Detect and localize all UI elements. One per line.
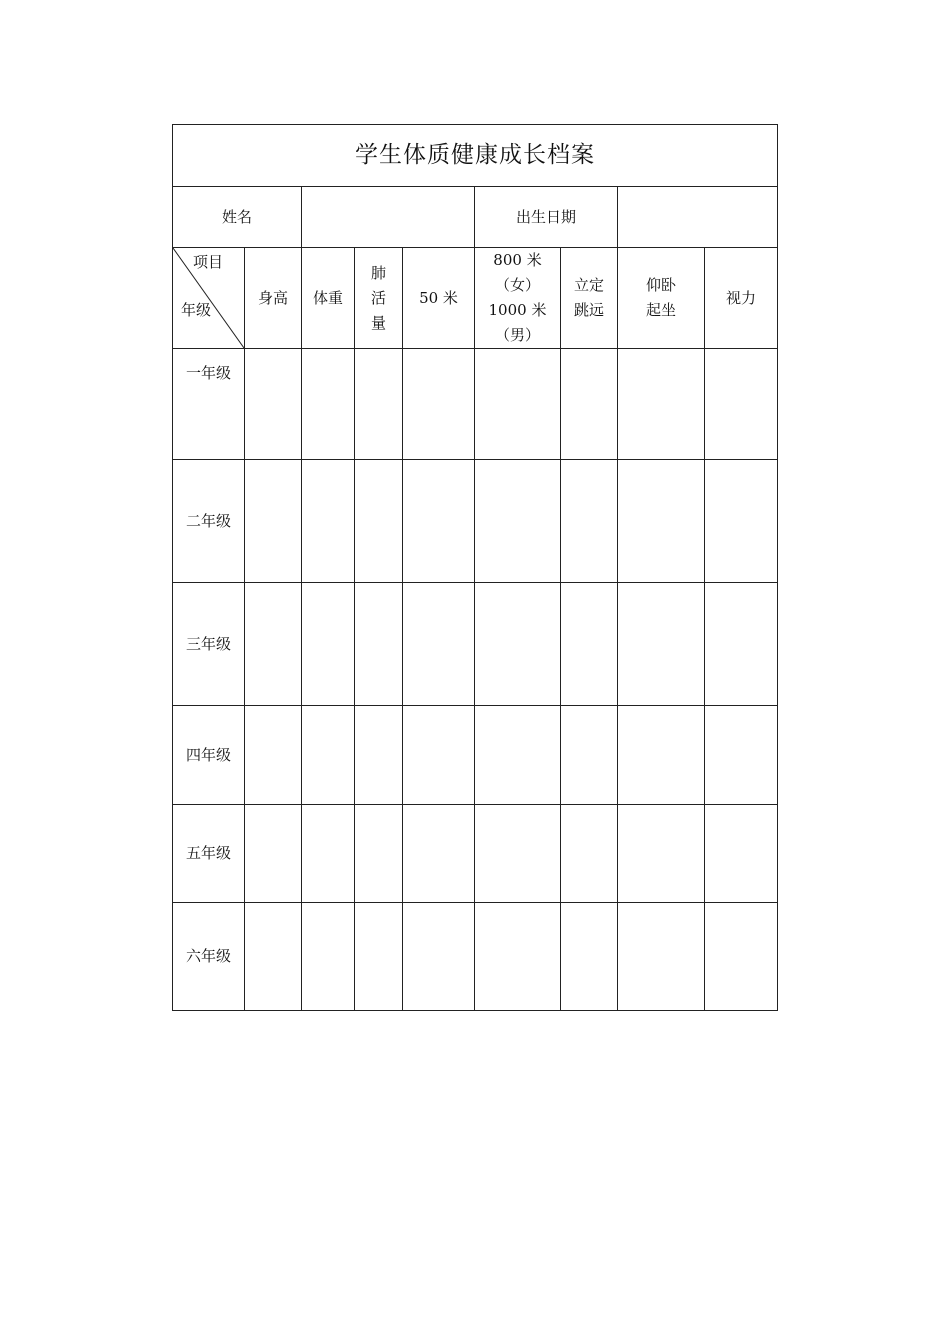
data-cell[interactable] xyxy=(245,349,302,460)
table-row xyxy=(173,349,778,460)
column-header-lung-capacity: 肺 活 量 xyxy=(355,248,403,349)
data-cell[interactable] xyxy=(355,805,403,903)
data-cell[interactable] xyxy=(475,349,561,460)
data-cell[interactable] xyxy=(355,349,403,460)
data-cell[interactable] xyxy=(245,903,302,1011)
diagonal-header-item: 项目 xyxy=(193,253,224,271)
column-header-50m: 50 米 xyxy=(403,248,475,349)
table-row xyxy=(173,706,778,805)
grade-label: 一年级 xyxy=(173,349,245,460)
data-cell[interactable] xyxy=(705,460,778,583)
table-row xyxy=(173,583,778,706)
birthdate-field[interactable] xyxy=(618,187,778,248)
data-cell[interactable] xyxy=(245,706,302,805)
grade-label: 三年级 xyxy=(173,583,245,706)
data-cell[interactable] xyxy=(302,460,355,583)
data-cell[interactable] xyxy=(302,903,355,1011)
data-cell[interactable] xyxy=(245,460,302,583)
data-cell[interactable] xyxy=(618,583,705,706)
data-cell[interactable] xyxy=(705,349,778,460)
diagonal-header-cell xyxy=(173,248,245,349)
data-cell[interactable] xyxy=(475,805,561,903)
data-cell[interactable] xyxy=(561,903,618,1011)
data-cell[interactable] xyxy=(475,706,561,805)
data-cell[interactable] xyxy=(705,805,778,903)
data-cell[interactable] xyxy=(705,903,778,1011)
data-cell[interactable] xyxy=(561,583,618,706)
data-cell[interactable] xyxy=(475,903,561,1011)
column-header-standing-jump: 立定 跳远 xyxy=(561,248,618,349)
data-cell[interactable] xyxy=(705,706,778,805)
data-cell[interactable] xyxy=(618,460,705,583)
data-cell[interactable] xyxy=(403,583,475,706)
data-cell[interactable] xyxy=(475,460,561,583)
grade-label: 四年级 xyxy=(173,706,245,805)
name-label: 姓名 xyxy=(173,187,302,248)
column-header-sit-ups: 仰卧 起坐 xyxy=(618,248,705,349)
data-cell[interactable] xyxy=(403,349,475,460)
data-cell[interactable] xyxy=(403,706,475,805)
data-cell[interactable] xyxy=(561,706,618,805)
name-field[interactable] xyxy=(302,187,475,248)
data-cell[interactable] xyxy=(302,349,355,460)
grade-label: 六年级 xyxy=(173,903,245,1011)
diagonal-header-grade: 年级 xyxy=(181,301,212,319)
data-cell[interactable] xyxy=(618,706,705,805)
data-cell[interactable] xyxy=(245,583,302,706)
column-header-weight: 体重 xyxy=(302,248,355,349)
data-cell[interactable] xyxy=(403,903,475,1011)
table-row xyxy=(173,805,778,903)
data-cell[interactable] xyxy=(561,805,618,903)
data-cell[interactable] xyxy=(705,583,778,706)
data-cell[interactable] xyxy=(302,805,355,903)
birthdate-label: 出生日期 xyxy=(475,187,618,248)
data-cell[interactable] xyxy=(355,583,403,706)
health-record-table xyxy=(172,124,778,1011)
table-row xyxy=(173,903,778,1011)
column-header-height: 身高 xyxy=(245,248,302,349)
column-header-eyesight: 视力 xyxy=(705,248,778,349)
data-cell[interactable] xyxy=(475,583,561,706)
data-cell[interactable] xyxy=(618,805,705,903)
data-cell[interactable] xyxy=(302,583,355,706)
data-cell[interactable] xyxy=(302,706,355,805)
document-title: 学生体质健康成长档案 xyxy=(173,125,778,187)
table-row xyxy=(173,460,778,583)
data-cell[interactable] xyxy=(561,349,618,460)
data-cell[interactable] xyxy=(355,706,403,805)
column-header-endurance-run: 800 米 （女） 1000 米 （男） xyxy=(475,248,561,349)
data-cell[interactable] xyxy=(618,903,705,1011)
data-cell[interactable] xyxy=(245,805,302,903)
grade-label: 五年级 xyxy=(173,805,245,903)
data-cell[interactable] xyxy=(618,349,705,460)
data-cell[interactable] xyxy=(355,460,403,583)
data-cell[interactable] xyxy=(561,460,618,583)
grade-label: 二年级 xyxy=(173,460,245,583)
data-cell[interactable] xyxy=(355,903,403,1011)
data-cell[interactable] xyxy=(403,460,475,583)
data-cell[interactable] xyxy=(403,805,475,903)
